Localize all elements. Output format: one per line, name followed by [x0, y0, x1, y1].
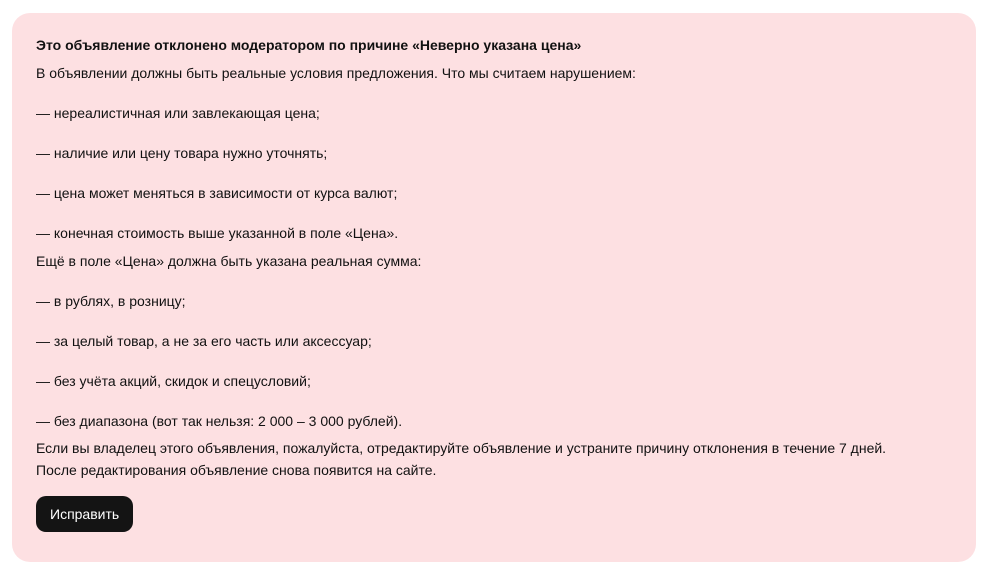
list-item: — нереалистичная или завлекающая цена; [36, 105, 320, 121]
list-item: — наличие или цену товара нужно уточнять; [36, 145, 328, 161]
list-item: — за целый товар, а не за его часть или аксессуар; [36, 333, 372, 349]
notice-intro: В объявлении должны быть реальные условия предложения. Что мы считаем нарушением: [36, 65, 636, 81]
list-item: — конечная стоимость выше указанной в поле «Цена». [36, 225, 399, 241]
violations-list [36, 103, 952, 243]
rejection-notice [12, 13, 976, 562]
list-item: — в рублях, в розницу; [36, 293, 186, 309]
price-intro: Ещё в поле «Цена» должна быть указана реальная сумма: [36, 253, 422, 269]
price-rules-list [36, 291, 952, 431]
list-item: — без учёта акций, скидок и спецусловий; [36, 373, 311, 389]
fix-button[interactable]: Исправить [36, 496, 133, 532]
footer-owner-text: Если вы владелец этого объявления, пожалуйста, отредактируйте объявление и устраните причину отклонения в течение 7 дней. [36, 440, 887, 456]
notice-title: Это объявление отклонено модератором по причине «Неверно указана цена» [36, 37, 582, 53]
footer-after-edit-text: После редактирования объявление снова появится на сайте. [36, 462, 437, 478]
list-item: — цена может меняться в зависимости от курса валют; [36, 185, 398, 201]
list-item: — без диапазона (вот так нельзя: 2 000 – 3 000 рублей). [36, 413, 403, 429]
